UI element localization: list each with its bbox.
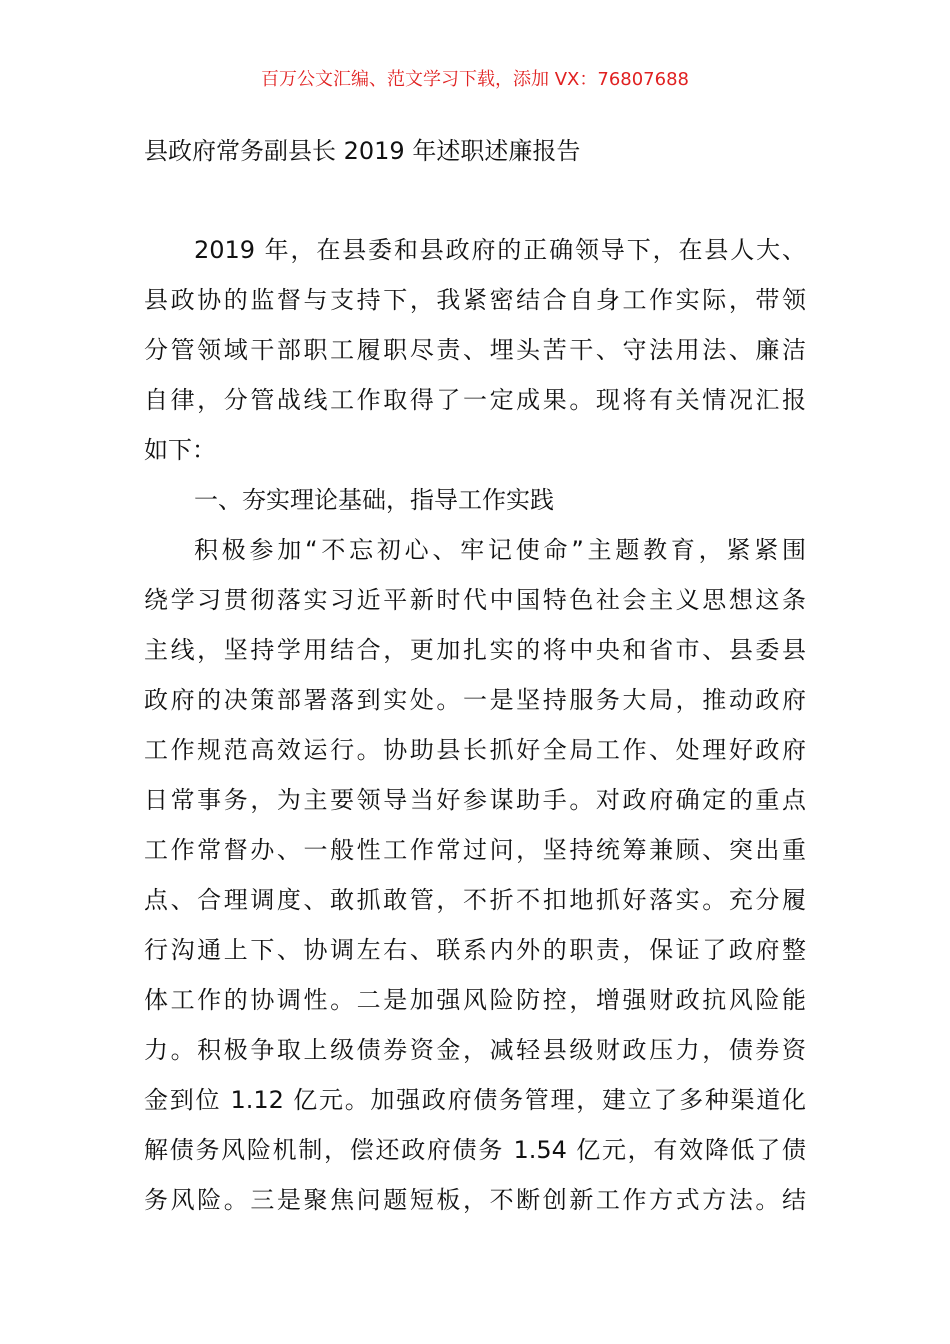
paragraph-line: 日常事务，为主要领导当好参谋助手。对政府确定的重点 — [144, 786, 806, 814]
document-title: 县政府常务副县长 2019 年述职述廉报告 — [144, 137, 581, 165]
paragraph-line: 点、合理调度、敢抓敢管，不折不扣地抓好落实。充分履 — [144, 886, 806, 914]
paragraph-line: 金到位 1.12 亿元。加强政府债务管理，建立了多种渠道化 — [144, 1086, 806, 1114]
paragraph-line: 积极参加“不忘初心、牢记使命”主题教育，紧紧围 — [194, 536, 806, 564]
paragraph-line: 政府的决策部署落到实处。一是坚持服务大局，推动政府 — [144, 686, 806, 714]
document-body — [144, 225, 806, 1225]
paragraph-line: 主线，坚持学用结合，更加扎实的将中央和省市、县委县 — [144, 636, 806, 664]
paragraph-line: 如下： — [144, 436, 216, 464]
paragraph-line: 分管领域干部职工履职尽责、埋头苦干、守法用法、廉洁 — [144, 336, 806, 364]
paragraph-line: 绕学习贯彻落实习近平新时代中国特色社会主义思想这条 — [144, 586, 806, 614]
paragraph-line: 解债务风险机制，偿还政府债务 1.54 亿元，有效降低了债 — [144, 1136, 806, 1164]
paragraph-line: 体工作的协调性。二是加强风险防控，增强财政抗风险能 — [144, 986, 806, 1014]
paragraph-line: 行沟通上下、协调左右、联系内外的职责，保证了政府整 — [144, 936, 806, 964]
header-banner: 百万公文汇编、范文学习下载，添加 VX：76807688 — [261, 69, 689, 90]
paragraph-line: 力。积极争取上级债券资金，减轻县级财政压力，债券资 — [144, 1036, 806, 1064]
paragraph-line: 2019 年，在县委和县政府的正确领导下，在县人大、 — [194, 236, 806, 264]
section-heading: 一、夯实理论基础，指导工作实践 — [194, 486, 554, 514]
paragraph-line: 自律，分管战线工作取得了一定成果。现将有关情况汇报 — [144, 386, 806, 414]
paragraph-line: 工作常督办、一般性工作常过问，坚持统筹兼顾、突出重 — [144, 836, 806, 864]
paragraph-line: 县政协的监督与支持下，我紧密结合自身工作实际，带领 — [144, 286, 806, 314]
paragraph-line: 务风险。三是聚焦问题短板，不断创新工作方式方法。结 — [144, 1186, 806, 1214]
paragraph-line: 工作规范高效运行。协助县长抓好全局工作、处理好政府 — [144, 736, 806, 764]
